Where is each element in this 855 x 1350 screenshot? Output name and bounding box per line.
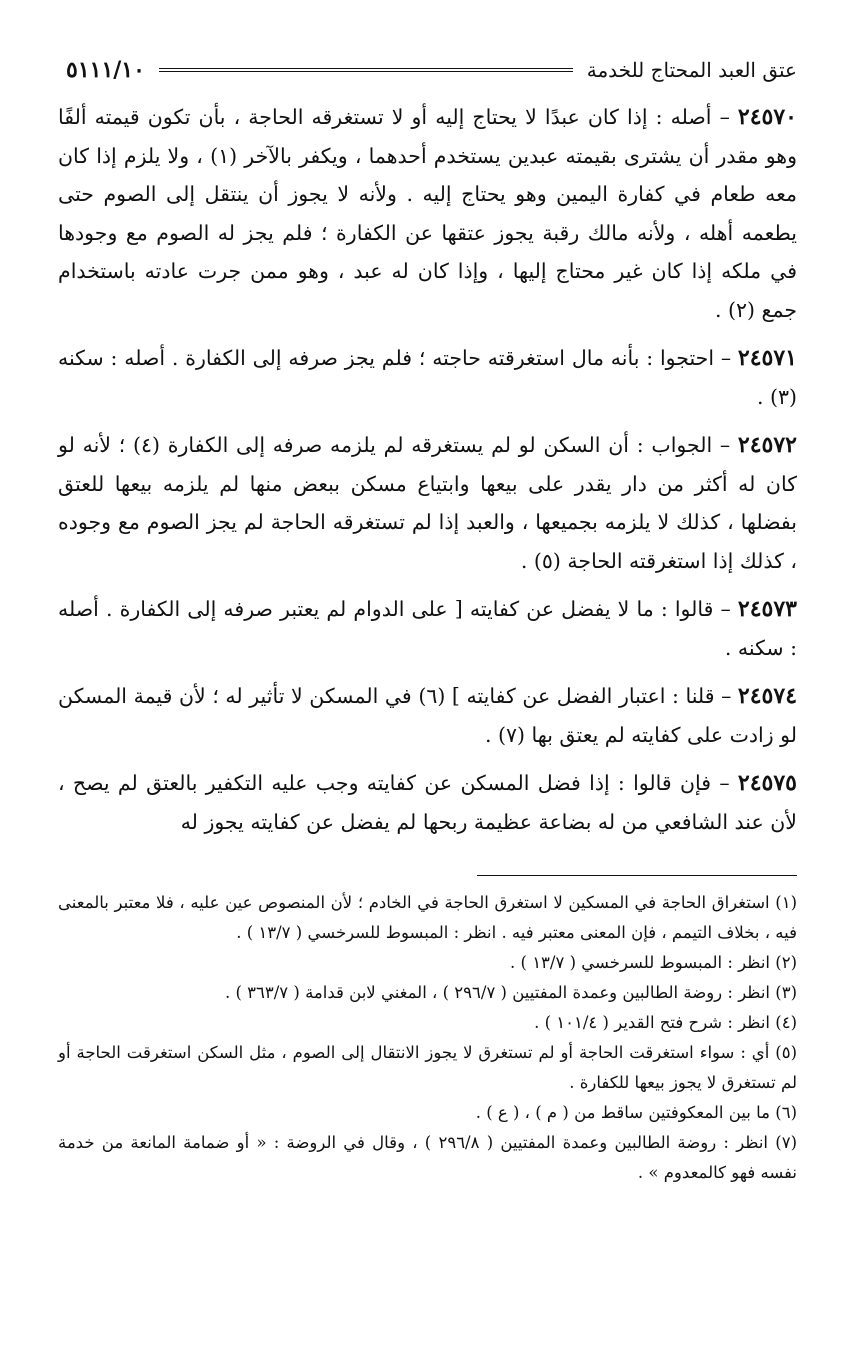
paragraph-24572 xyxy=(58,426,797,580)
paragraph-number: ٢٤٥٧٣ xyxy=(737,596,797,622)
header-rule xyxy=(159,68,573,72)
page-header xyxy=(66,48,797,92)
paragraph-24571 xyxy=(58,339,797,416)
paragraph-24575 xyxy=(58,764,797,841)
footnote-4: (٤) انظر : شرح فتح القدير ( ١٠١/٤ ) . xyxy=(534,1013,797,1032)
paragraph-24574 xyxy=(58,677,797,754)
paragraph-number: ٢٤٥٧١ xyxy=(737,345,797,371)
paragraph-number: ٢٤٥٧٤ xyxy=(737,683,798,709)
footnote-1: (١) استغراق الحاجة في المسكين لا استغرق الحاجة في الخادم ؛ لأن المنصوص عين عليه ، فلا معتبر بالمعنى فيه ، بخلاف التيمم ، فإن المعنى معتبر فيه . انظر : المبسوط للسرخسي ( ١٣/٧ ) . xyxy=(58,893,797,942)
main-text xyxy=(58,98,797,841)
paragraph-text: – قلنا : اعتبار الفضل عن كفايته ] (٦) في المسكن لا تأثير له ؛ لأن قيمة المسكن لو زادت على كفايته لم يعتق بها (٧) . xyxy=(58,684,797,747)
paragraph-text: – قالوا : ما لا يفضل عن كفايته [ على الدوام لم يعتبر صرفه إلى الكفارة . أصله : سكنه . xyxy=(58,597,797,660)
paragraph-24570 xyxy=(58,98,797,329)
footnote-6: (٦) ما بين المعكوفتين ساقط من ( م ) ، ( ع ) . xyxy=(475,1103,797,1122)
footnote-3: (٣) انظر : روضة الطالبين وعمدة المفتيين ( ٢٩٦/٧ ) ، المغني لابن قدامة ( ٣٦٣/٧ ) . xyxy=(224,983,797,1002)
footnotes xyxy=(58,888,797,1188)
page-number: ٥١١١/١٠ xyxy=(66,57,145,83)
paragraph-number: ٢٤٥٧٠ xyxy=(737,104,797,130)
paragraph-24573 xyxy=(58,590,797,667)
paragraph-text: – احتجوا : بأنه مال استغرقته حاجته ؛ فلم يجز صرفه إلى الكفارة . أصله : سكنه (٣) . xyxy=(58,346,797,409)
footnote-separator xyxy=(477,875,797,876)
paragraph-number: ٢٤٥٧٢ xyxy=(737,432,797,458)
running-title: عتق العبد المحتاج للخدمة xyxy=(586,58,797,82)
paragraph-number: ٢٤٥٧٥ xyxy=(737,770,797,796)
paragraph-text: – فإن قالوا : إذا فضل المسكن عن كفايته وجب عليه التكفير بالعتق لم يصح ، لأن عند الشافعي من له بضاعة عظيمة ربحها لم يفضل عن كفايته يجوز له xyxy=(58,771,797,834)
paragraph-text: – أصله : إذا كان عبدًا لا يحتاج إليه أو لا تستغرقه الحاجة ، بأن تكون قيمته ألفًا وهو مقدر أن يشترى بقيمته عبدين يستخدم أحدهما ، ويكفر بالآخر (١) ، ولا يلزم إذا كان معه طعام في كفارة اليمين وهو يحتاج إليه . ولأنه لا يجوز أن ينتقل إلى الصوم حتى يطعمه أهله ، ولأنه مالك رقبة يجوز عتقها عن الكفارة ؛ فلم يجز له الصوم مع وجودها في ملكه إذا كان غير محتاج إليها ، وإذا كان له عبد ، وهو ممن جرت عادته باستخدام جمع (٢) . xyxy=(58,105,797,322)
footnote-2: (٢) انظر : المبسوط للسرخسي ( ١٣/٧ ) . xyxy=(510,953,797,972)
footnote-5: (٥) أي : سواء استغرقت الحاجة أو لم تستغرق لا يجوز الانتقال إلى الصوم ، مثل السكن استغرقت الحاجة أو لم تستغرق لا يجوز بيعها للكفارة . xyxy=(58,1043,797,1092)
paragraph-text: – الجواب : أن السكن لو لم يستغرقه لم يلزمه صرفه إلى الكفارة (٤) ؛ لأنه لو كان له أكثر من دار يقدر على بيعها وابتياع مسكن ببعض منها لم يلزمه بيعها للعتق بفضلها ، كذلك لا يلزمه بجميعها ، والعبد إذا لم تستغرقه الحاجة لم يجز الصوم مع وجوده ، كذلك إذا استغرقته الحاجة (٥) . xyxy=(58,433,797,573)
footnote-7: (٧) انظر : روضة الطالبين وعمدة المفتيين ( ٢٩٦/٨ ) ، وقال في الروضة : « أو ضمامة المانعة من خدمة نفسه فهو كالمعدوم » . xyxy=(58,1133,797,1182)
